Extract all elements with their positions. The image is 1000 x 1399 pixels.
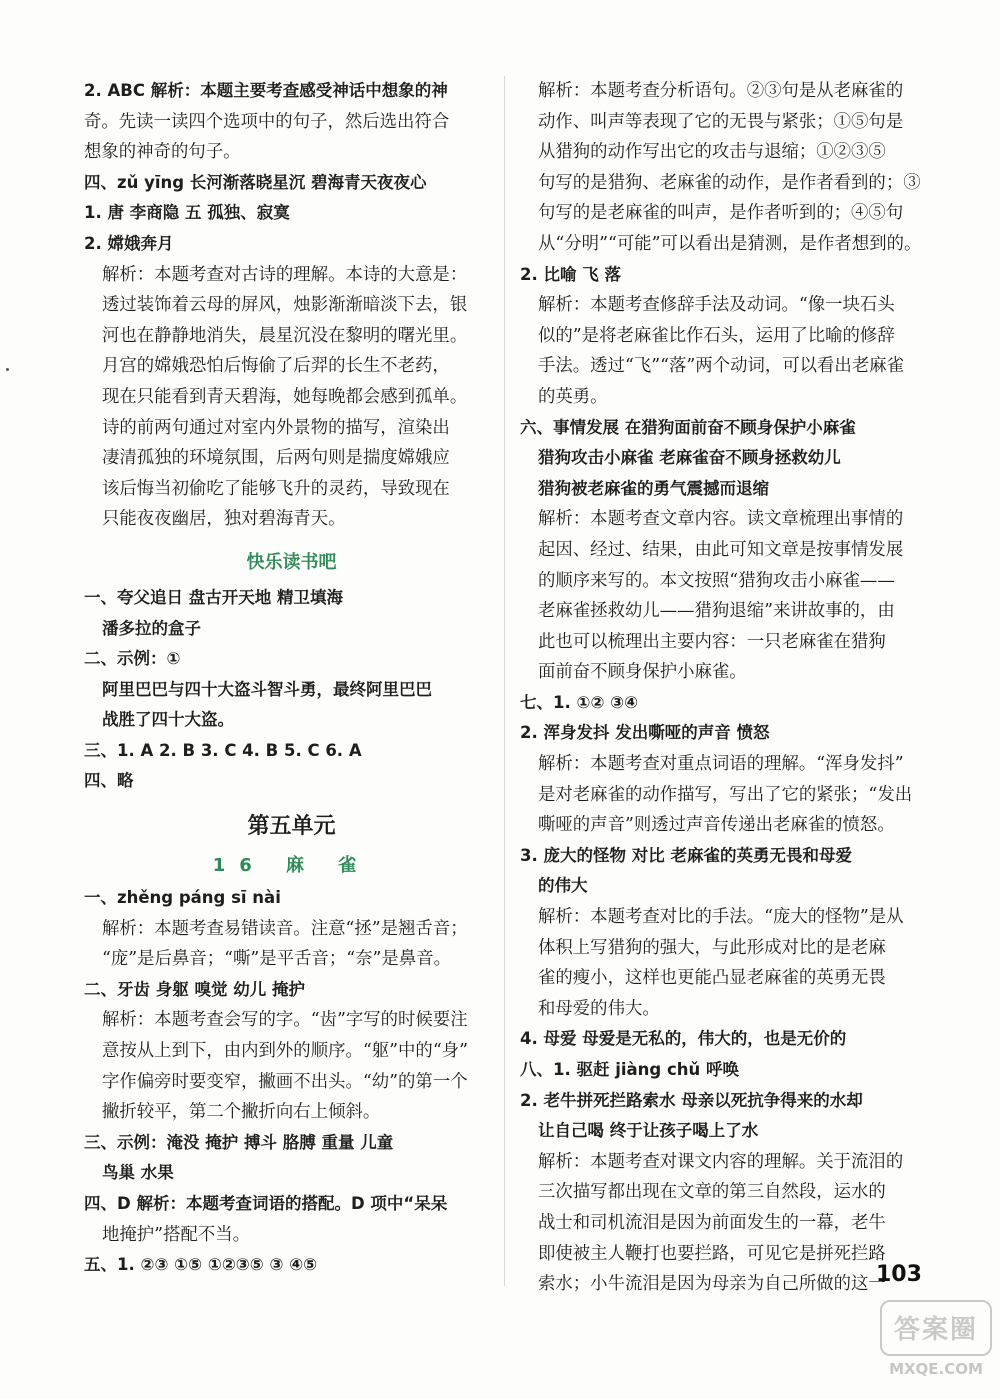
answer-line: 五、1. ②③ ①⑤ ①②③⑤ ③ ④⑤ (84, 1255, 318, 1275)
answer-line: 2. 老牛拼死拦路索水 母亲以死抗争得来的水却 (520, 1090, 863, 1110)
right-column (520, 76, 935, 1300)
answer-line: 凄清孤独的环境氛围，后两句则是揣度嫦娥应 (102, 448, 450, 469)
answer-line: 月宫的嫦娥恐怕后悔偷了后羿的长生不老药， (102, 356, 450, 377)
answer-line: 四、略 (84, 771, 134, 791)
answer-line: 2. 浑身发抖 发出嘶哑的声音 愤怒 (520, 723, 770, 743)
answer-line: 老麻雀拯救幼儿——猎狗退缩”来讲故事的，由 (538, 601, 895, 622)
answer-line: 猎狗攻击小麻雀 老麻雀奋不顾身拯救幼儿 (538, 448, 841, 468)
answer-line: 解析：本题考查文章内容。读文章梳理出事情的 (538, 509, 904, 530)
answer-line: 面前奋不顾身保护小麻雀。 (538, 662, 747, 683)
answer-line: 鸟巢 水果 (102, 1163, 174, 1183)
section-title-happy-reading: 快乐读书吧 (246, 551, 337, 573)
answer-line: 2. 嫦娥奔月 (84, 233, 174, 253)
answer-line: 似的”是将老麻雀比作石头，运用了比喻的修辞 (538, 325, 895, 346)
answer-line: 现在只能看到青天碧海，她每晚都会感到孤单。 (102, 386, 468, 407)
answer-line: 透过装饰着云母的屏风，烛影渐渐暗淡下去，银 (102, 295, 468, 316)
answer-line: 诗的前两句通过对室内外景物的描写，渲染出 (102, 417, 450, 438)
answer-line: 起因、经过、结果，由此可知文章是按事情发展 (538, 539, 904, 560)
answer-line: 的顺序来写的。本文按照“猎狗攻击小麻雀—— (538, 570, 895, 591)
answer-line: 奇。先读一读四个选项中的句子，然后选出符合 (84, 111, 450, 132)
answer-line: 体积上写猎狗的强大，与此形成对比的是老麻 (538, 937, 886, 958)
answer-line: 让自己喝 终于让孩子喝上了水 (538, 1121, 759, 1141)
answer-line: 的伟大 (538, 876, 588, 896)
answer-line: 句写的是猎狗、老麻雀的动作，是作者看到的；③ (538, 172, 921, 193)
answer-line: 二、牙齿 身躯 嗅觉 幼儿 掩护 (84, 979, 305, 999)
left-column (84, 76, 499, 1281)
left-answers-part3 (84, 883, 499, 1281)
answer-line: 是对老麻雀的动作描写，写出了它的紧张；“发出 (538, 784, 913, 805)
answer-line: 手法。透过“飞”“落”两个动词，可以看出老麻雀 (538, 356, 904, 377)
answer-line: 四、D 解析：本题考查词语的搭配。D 项中“呆呆 (84, 1194, 448, 1213)
answer-line: 想象的神奇的句子。 (84, 142, 241, 163)
answer-line: 该后悔当初偷吃了能够飞升的灵药，导致现在 (102, 478, 450, 499)
answer-line: 意按从上到下，由内到外的顺序。“躯”中的“身” (102, 1041, 468, 1062)
answer-line: 解析：本题考查分析语句。②③句是从老麻雀的 (538, 81, 904, 101)
answer-line: 一、zhěng páng sī nài (84, 888, 281, 908)
answer-line: 解析：本题考查对重点词语的理解。“浑身发抖” (538, 754, 904, 775)
answer-line: 此也可以梳理出主要内容：一只老麻雀在猎狗 (538, 631, 886, 652)
answer-line: 字作偏旁时要变窄，撇画不出头。“幼”的第一个 (102, 1071, 468, 1092)
binding-mark (6, 368, 9, 371)
answer-line: 解析：本题考查修辞手法及动词。“像一块石头 (538, 295, 895, 316)
left-answers-part1 (84, 76, 499, 535)
answer-line: 三、示例：淹没 掩护 搏斗 胳膊 重量 儿童 (84, 1132, 394, 1152)
answer-line: 二、示例：① (84, 649, 181, 669)
right-answers (520, 76, 935, 1300)
column-divider (504, 76, 505, 1286)
answer-line: 句写的是老麻雀的叫声，是作者听到的；④⑤句 (538, 203, 904, 224)
answer-line: 七、1. ①② ③④ (520, 692, 639, 712)
lesson-title-text: 16 麻 雀 (212, 855, 371, 877)
answer-line: 从“分明”“可能”可以看出是猜测，是作者想到的。 (538, 233, 922, 254)
answer-line: 解析：本题考查对课文内容的理解。关于流泪的 (538, 1151, 904, 1172)
page-number: 103 (876, 1262, 922, 1287)
left-answers-part2 (84, 583, 499, 797)
answer-line: 索水；小牛流泪是因为母亲为自己所做的这一 (538, 1274, 886, 1295)
answer-line: 2. ABC 解析：本题主要考查感受神话中想象的神 (84, 81, 448, 100)
answer-line: 解析：本题考查会写的字。“齿”字写的时候要注 (102, 1010, 468, 1031)
answer-line: 即使被主人鞭打也要拦路，可见它是拼死拦路 (538, 1243, 886, 1264)
answer-line: 解析：本题考查对古诗的理解。本诗的大意是： (102, 264, 468, 285)
answer-line: 撇折较平，第二个撇折向右上倾斜。 (102, 1102, 381, 1123)
answer-line: 3. 庞大的怪物 对比 老麻雀的英勇无畏和母爱 (520, 845, 852, 865)
answer-line: 战士和司机流泪是因为前面发生的一幕，老牛 (538, 1212, 886, 1233)
unit-title: 第五单元 (247, 814, 336, 840)
answer-line: 嘶哑的声音”则透过声音传递出老麻雀的愤怒。 (538, 815, 895, 836)
answer-line: 雀的瘦小，这样也更能凸显老麻雀的英勇无畏 (538, 968, 886, 989)
answer-line: 阿里巴巴与四十大盗斗智斗勇，最终阿里巴巴 (102, 679, 432, 699)
answer-line: 动作、叫声等表现了它的无畏与紧张；①⑤句是 (538, 111, 904, 132)
watermark-logo: 答案圈 (880, 1300, 992, 1356)
answer-line: 只能夜夜幽居，独对碧海青天。 (102, 509, 346, 530)
answer-line: 1. 唐 李商隐 五 孤独、寂寞 (84, 203, 290, 223)
answer-line: 4. 母爱 母爱是无私的，伟大的，也是无价的 (520, 1029, 847, 1049)
answer-line: 解析：本题考查对比的手法。“庞大的怪物”是从 (538, 907, 904, 928)
answer-line: 地掩护”搭配不当。 (102, 1224, 251, 1245)
answer-line: 从猎狗的动作写出它的攻击与退缩；①②③⑤ (538, 142, 886, 163)
lesson-title (84, 849, 499, 883)
answer-line: 八、1. 驱赶 jiàng chǔ 呼唤 (520, 1060, 740, 1079)
answer-line: 一、夸父追日 盘古开天地 精卫填海 (84, 587, 343, 607)
answer-line: 四、zǔ yīng 长河渐落晓星沉 碧海青天夜夜心 (84, 172, 427, 192)
watermark-url: MXQE.COM (889, 1360, 983, 1378)
answer-line: 猎狗被老麻雀的勇气震撼而退缩 (538, 478, 769, 498)
answer-line: 六、事情发展 在猎狗面前奋不顾身保护小麻雀 (520, 417, 856, 437)
answer-line: 战胜了四十大盗。 (102, 710, 234, 730)
answer-line: 解析：本题考查易错读音。注意“拯”是翘舌音； (102, 918, 468, 939)
answer-line: “庞”是后鼻音；“嘶”是平舌音；“奈”是鼻音。 (102, 949, 451, 970)
answer-line: 和母爱的伟大。 (538, 998, 660, 1019)
answer-line: 的英勇。 (538, 386, 608, 407)
answer-line: 三次描写都出现在文章的第三自然段，运水的 (538, 1182, 886, 1203)
answer-line: 三、1. A 2. B 3. C 4. B 5. C 6. A (84, 740, 362, 760)
watermark (880, 1300, 992, 1392)
answer-line: 2. 比喻 飞 落 (520, 264, 621, 284)
answer-line: 河也在静静地消失，晨星沉没在黎明的曙光里。 (102, 325, 468, 346)
answer-line: 潘多拉的盒子 (102, 618, 201, 638)
